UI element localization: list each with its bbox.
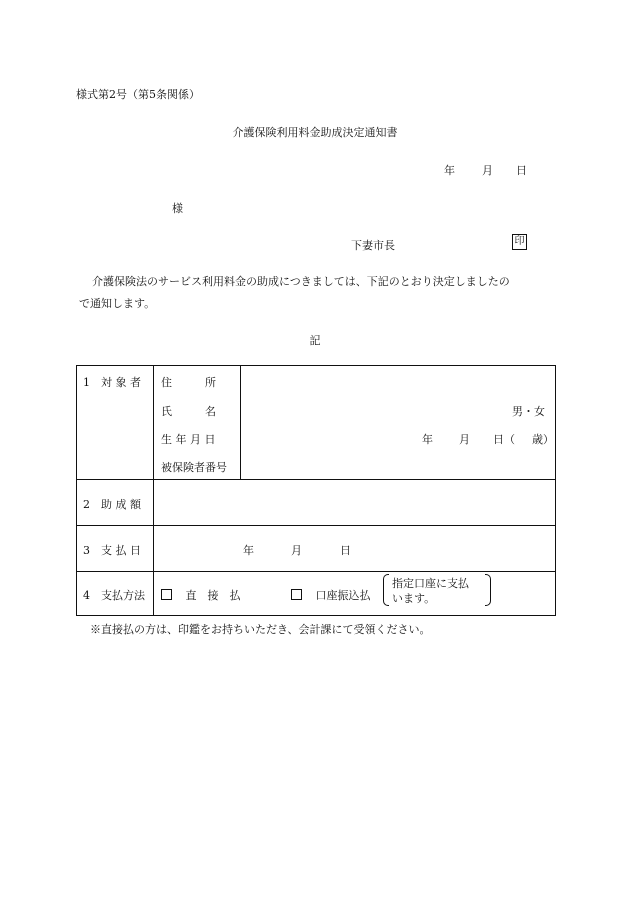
issuer-name: 下妻市長	[351, 239, 395, 252]
transfer-note-line-2: います。	[392, 592, 436, 605]
dob-age: 歳）	[532, 433, 554, 446]
dob-month: 月	[459, 433, 470, 446]
transfer-payment-label: 口座振込払	[315, 589, 371, 602]
transfer-payment-checkbox[interactable]	[291, 589, 302, 600]
date-month-label: 月	[482, 164, 493, 177]
addressee-suffix: 様	[172, 202, 183, 215]
section2-label: 2 助 成 額	[83, 498, 141, 511]
payment-day: 日	[340, 544, 351, 557]
address-label: 住 所	[161, 376, 216, 389]
name-label: 氏 名	[161, 405, 216, 418]
left-bracket	[383, 574, 389, 606]
direct-payment-option[interactable]	[161, 587, 241, 603]
insured-number-label: 被保険者番号	[161, 461, 227, 474]
body-text-line-2: で通知します。	[79, 297, 156, 310]
transfer-note-bracket	[383, 574, 491, 606]
dob-label: 生 年 月 日	[161, 433, 216, 446]
column-divider	[240, 366, 241, 479]
direct-payment-checkbox[interactable]	[161, 589, 172, 600]
section3-label: 3 支 払 日	[83, 544, 141, 557]
dob-day: 日（	[493, 433, 515, 446]
body-text-line-1: 介護保険法のサービス利用料金の助成につきましては、下記のとおり決定しましたの	[92, 275, 510, 288]
payment-year: 年	[243, 544, 254, 557]
seal-mark: 印	[512, 234, 527, 250]
ki-heading: 記	[309, 334, 321, 347]
payment-month: 月	[291, 544, 302, 557]
row-divider	[77, 525, 555, 526]
form-number: 様式第2号（第5条関係）	[76, 88, 200, 101]
date-year-label: 年	[444, 164, 455, 177]
footer-note: ※直接払の方は、印鑑をお持ちいただき、会計課にて受領ください。	[90, 623, 431, 636]
section4-label: 4 支払方法	[83, 589, 145, 602]
right-bracket	[485, 574, 491, 606]
sex-choice: 男・女	[512, 405, 545, 418]
document-title: 介護保険利用料金助成決定通知書	[232, 126, 398, 139]
direct-payment-label: 直 接 払	[185, 589, 241, 602]
row-divider	[77, 479, 555, 480]
row-divider	[77, 571, 555, 572]
column-divider	[153, 366, 154, 615]
transfer-payment-option[interactable]	[291, 587, 371, 603]
dob-year: 年	[422, 433, 433, 446]
section1-label: 1 対 象 者	[83, 376, 141, 389]
date-day-label: 日	[516, 164, 527, 177]
detail-table	[76, 365, 556, 616]
transfer-note-line-1: 指定口座に支払	[392, 577, 469, 590]
